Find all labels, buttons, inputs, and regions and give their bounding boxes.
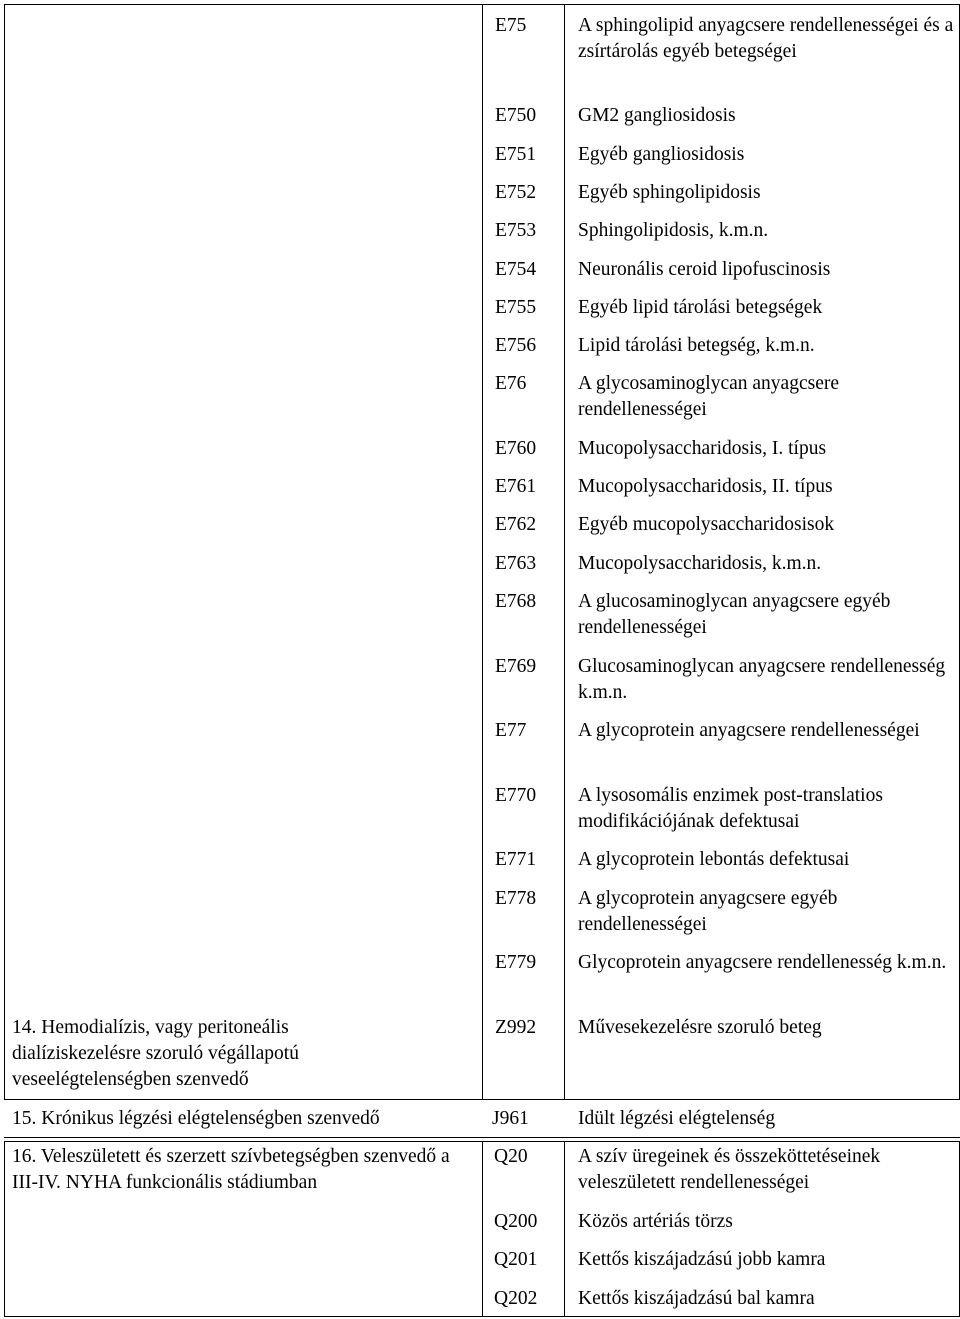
desc-e763: Mucopolysaccharidosis, k.m.n. bbox=[578, 553, 822, 574]
desc-e779: Glycoprotein anyagcsere rendellenesség k.m.n. bbox=[578, 952, 947, 973]
code-e761: E761 bbox=[495, 476, 537, 497]
code-e760: E760 bbox=[495, 438, 537, 459]
table-16-divider-1 bbox=[482, 1141, 483, 1317]
code-z992: Z992 bbox=[495, 1017, 537, 1038]
desc-q200: Közös artériás törzs bbox=[578, 1211, 733, 1232]
desc-e761: Mucopolysaccharidosis, II. típus bbox=[578, 476, 833, 497]
desc-e751: Egyéb gangliosidosis bbox=[578, 144, 745, 165]
desc-q202: Kettős kiszájadzású bal kamra bbox=[578, 1288, 815, 1309]
desc-e768: A glucosaminoglycan anyagcsere egyéb rendellenességei bbox=[578, 591, 891, 638]
desc-e75: A sphingolipid anyagcsere rendellenességei és a zsírtárolás egyéb betegségei bbox=[578, 15, 954, 62]
desc-e76: A glycosaminoglycan anyagcsere rendellenességei bbox=[578, 373, 839, 420]
code-e768: E768 bbox=[495, 591, 537, 612]
code-e778: E778 bbox=[495, 888, 537, 909]
desc-e753: Sphingolipidosis, k.m.n. bbox=[578, 220, 769, 241]
category-16: 16. Veleszületett és szerzett szívbetegségben szenvedő a III-IV. NYHA funkcionális stádiumban bbox=[12, 1146, 450, 1193]
desc-z992: Művesekezelésre szoruló beteg bbox=[578, 1017, 822, 1038]
code-q201: Q201 bbox=[494, 1249, 538, 1270]
desc-e769: Glucosaminoglycan anyagcsere rendellenesség k.m.n. bbox=[578, 656, 946, 703]
code-e779: E779 bbox=[495, 952, 537, 973]
code-e762: E762 bbox=[495, 514, 537, 535]
desc-e771: A glycoprotein lebontás defektusai bbox=[578, 849, 850, 870]
code-e76: E76 bbox=[495, 373, 527, 394]
upper-table-divider-1 bbox=[482, 4, 483, 1100]
desc-e762: Egyéb mucopolysaccharidosisok bbox=[578, 514, 835, 535]
desc-e778: A glycoprotein anyagcsere egyéb rendellenességei bbox=[578, 888, 838, 935]
code-q200: Q200 bbox=[494, 1211, 538, 1232]
code-j961: J961 bbox=[492, 1108, 529, 1129]
code-e753: E753 bbox=[495, 220, 537, 241]
code-q20: Q20 bbox=[494, 1146, 528, 1167]
code-e769: E769 bbox=[495, 656, 537, 677]
code-e763: E763 bbox=[495, 553, 537, 574]
category-14: 14. Hemodialízis, vagy peritoneális dialíziskezelésre szoruló végállapotú veseelégtelenségben szenvedő bbox=[12, 1017, 299, 1090]
code-e77: E77 bbox=[495, 720, 527, 741]
desc-e750: GM2 gangliosidosis bbox=[578, 105, 736, 126]
code-e754: E754 bbox=[495, 259, 537, 280]
desc-q201: Kettős kiszájadzású jobb kamra bbox=[578, 1249, 826, 1270]
table-16-divider-2 bbox=[564, 1141, 565, 1317]
desc-e77: A glycoprotein anyagcsere rendellenességei bbox=[578, 720, 920, 741]
code-e750: E750 bbox=[495, 105, 537, 126]
desc-e752: Egyéb sphingolipidosis bbox=[578, 182, 761, 203]
desc-e754: Neuronális ceroid lipofuscinosis bbox=[578, 259, 831, 280]
code-e751: E751 bbox=[495, 144, 537, 165]
code-e752: E752 bbox=[495, 182, 537, 203]
code-e756: E756 bbox=[495, 335, 537, 356]
desc-j961: Idült légzési elégtelenség bbox=[578, 1108, 776, 1129]
desc-e756: Lipid tárolási betegség, k.m.n. bbox=[578, 335, 815, 356]
category-15: 15. Krónikus légzési elégtelenségben szenvedő bbox=[12, 1108, 380, 1129]
code-e75: E75 bbox=[495, 15, 527, 36]
desc-q20: A szív üregeinek és összeköttetéseinek veleszületett rendellenességei bbox=[578, 1146, 881, 1193]
code-e771: E771 bbox=[495, 849, 537, 870]
desc-e760: Mucopolysaccharidosis, I. típus bbox=[578, 438, 827, 459]
desc-e770: A lysosomális enzimek post-translatios modifikációjának defektusai bbox=[578, 785, 883, 832]
code-e755: E755 bbox=[495, 297, 537, 318]
code-e770: E770 bbox=[495, 785, 537, 806]
row-15-bottom-border bbox=[4, 1137, 960, 1138]
desc-e755: Egyéb lipid tárolási betegségek bbox=[578, 297, 823, 318]
code-q202: Q202 bbox=[494, 1288, 538, 1309]
upper-table-divider-2 bbox=[564, 4, 565, 1100]
